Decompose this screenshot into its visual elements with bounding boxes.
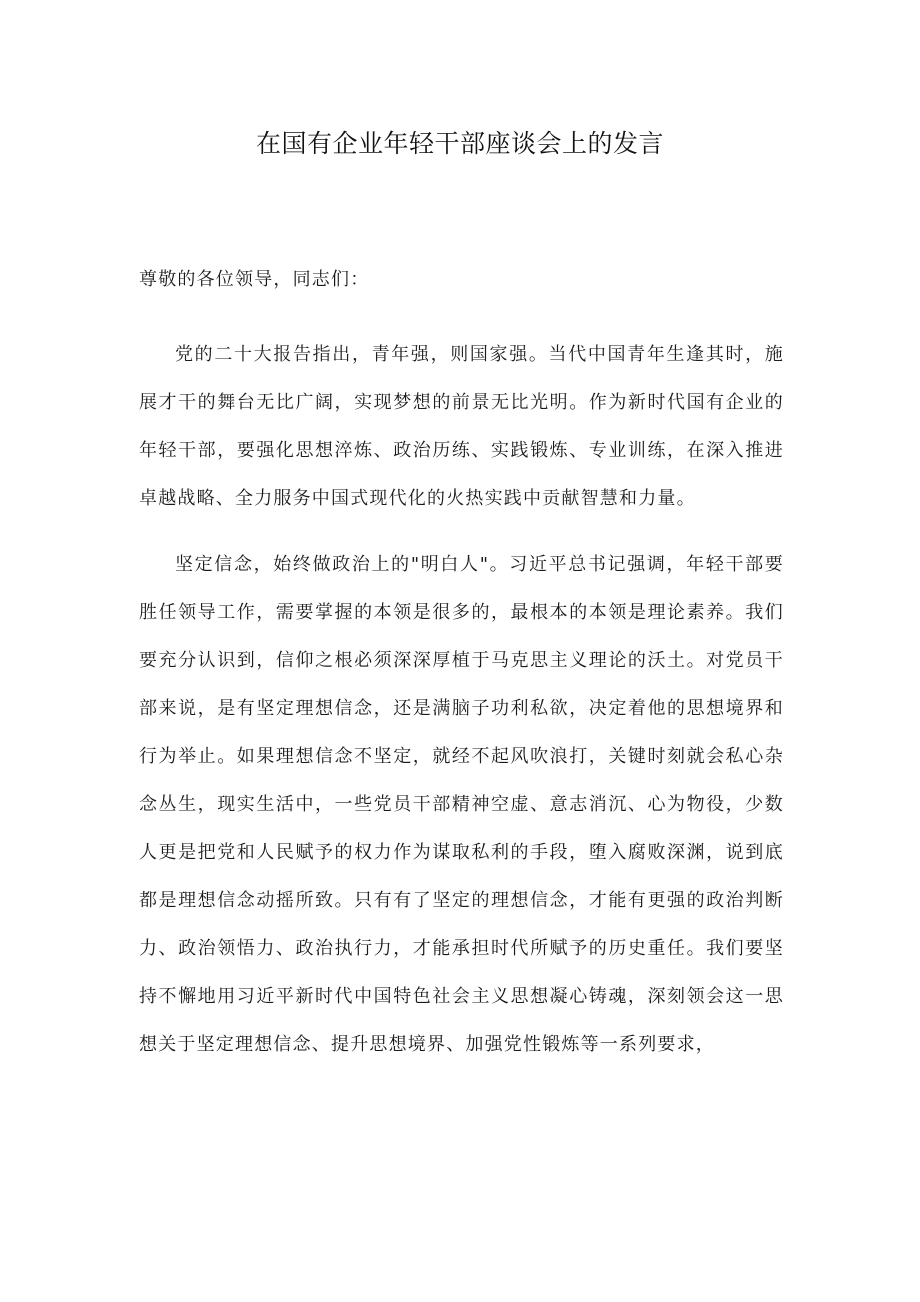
paragraph-text: 党的二十大报告指出，青年强，则国家强。当代中国青年生逢其时，施展才干的舞台无比广阔，实现梦想的前景无比光明。作为新时代国有企业的年轻干部，要强化思想淬炼、政治历练、实践锻炼、专业训练，在深入推进卓越战略、全力服务中国式现代化的火热实践中贡献智慧和力量。 (139, 344, 784, 509)
page-title: 在国有企业年轻干部座谈会上的发言 (255, 129, 664, 158)
paragraph-intro (139, 331, 784, 523)
salutation: 尊敬的各位领导，同志们： (139, 269, 370, 290)
paragraph-firm-belief (139, 541, 784, 1069)
paragraph-lead-sentence: 坚定信念，始终做政治上的"明白人"。 (175, 554, 510, 575)
paragraph-text: 习近平总书记强调，年轻干部要胜任领导工作，需要掌握的本领是很多的，最根本的本领是理论素养。我们要充分认识到，信仰之根必须深深厚植于马克思主义理论的沃土。对党员干部来说，是有坚定理想信念，还是满脑子功利私欲，决定着他的思想境界和行为举止。如果理想信念不坚定，就经不起风吹浪打，关键时刻就会私心杂念丛生，现实生活中，一些党员干部精神空虚、意志消沉、心为物役，少数人更是把党和人民赋予的权力作为谋取私利的手段，堕入腐败深渊，说到底都是理想信念动摇所致。只有有了坚定的理想信念，才能有更强的政治判断力、政治领悟力、政治执行力，才能承担时代所赋予的历史重任。我们要坚持不懈地用习近平新时代中国特色社会主义思想凝心铸魂，深刻领会这一思想关于坚定理想信念、提升思想境界、加强党性锻炼等一系列要求， (139, 554, 784, 1055)
